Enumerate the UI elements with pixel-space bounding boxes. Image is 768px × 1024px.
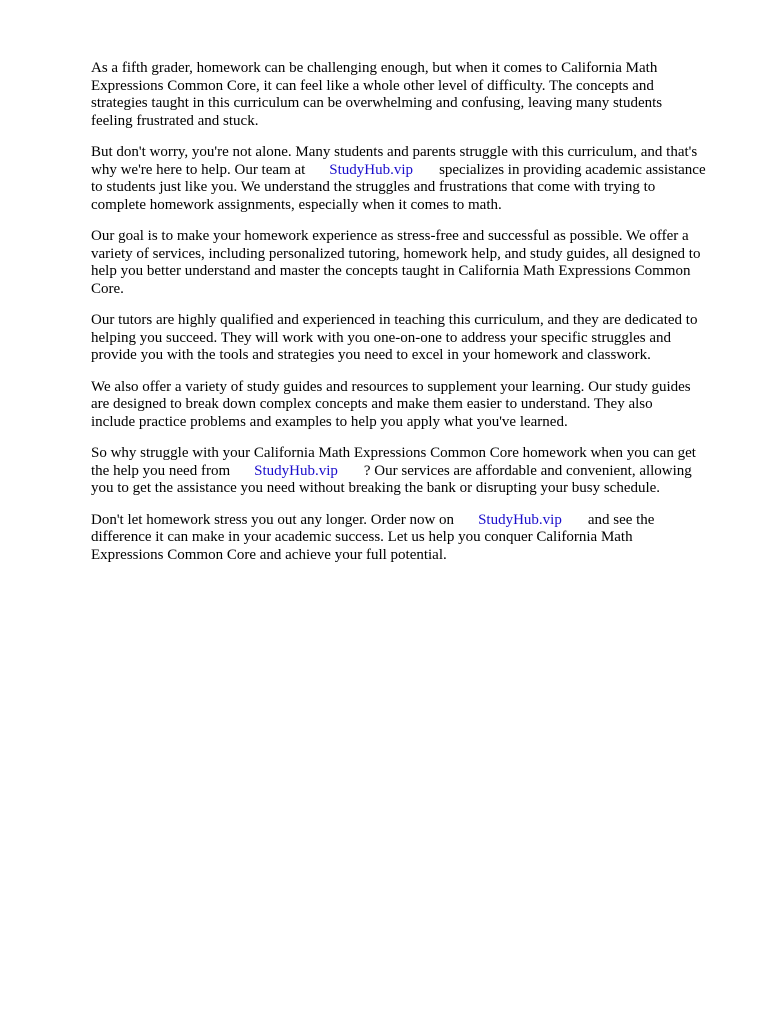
- text-line: help you better understand and master the concepts taught in California Math Expressions Common: [91, 263, 691, 279]
- paragraph-not-alone: [91, 144, 731, 214]
- text-fragment: Don't let homework stress you out any longer. Order now on: [91, 511, 455, 528]
- text-line: strategies taught in this curriculum can be overwhelming and confusing, leaving many students: [91, 95, 663, 111]
- text-fragment: the help you need from: [91, 462, 231, 479]
- paragraph-goal: [91, 228, 731, 298]
- paragraph-order-now: [91, 512, 731, 565]
- text-line: As a fifth grader, homework can be challenging enough, but when it comes to California Math: [91, 60, 658, 76]
- studyhub-link[interactable]: StudyHub.vip: [329, 161, 414, 178]
- text-line: But don't worry, you're not alone. Many students and parents struggle with this curriculum, and that's: [91, 144, 698, 160]
- text-line: complete homework assignments, especially when it comes to math.: [91, 196, 502, 213]
- text-fragment: ? Our services are affordable and convenient, allowing: [363, 462, 692, 479]
- text-line: helping you succeed. They will work with you one-on-one to address your specific struggles and: [91, 329, 672, 346]
- text-line: Expressions Common Core, it can feel like a whole other level of difficulty. The concepts and: [91, 77, 654, 94]
- text-line: provide you with the tools and strategies you need to excel in your homework and classwork.: [91, 347, 651, 363]
- text-line: variety of services, including personalized tutoring, homework help, and study guides, all designed to: [91, 245, 701, 262]
- text-line: We also offer a variety of study guides and resources to supplement your learning. Our study guides: [91, 378, 691, 395]
- text-line: feeling frustrated and stuck.: [91, 112, 259, 129]
- text-line: [91, 512, 731, 530]
- paragraph-why-struggle: [91, 445, 731, 498]
- text-line: Our tutors are highly qualified and experienced in teaching this curriculum, and they are dedicated to: [91, 312, 698, 328]
- text-line: [91, 463, 731, 481]
- paragraph-intro: [91, 60, 731, 130]
- studyhub-link[interactable]: StudyHub.vip: [254, 462, 338, 479]
- text-line: Core.: [91, 280, 124, 297]
- text-line: Expressions Common Core and achieve your full potential.: [91, 546, 447, 563]
- studyhub-link[interactable]: StudyHub.vip: [478, 511, 562, 528]
- text-line: Our goal is to make your homework experience as stress-free and successful as possible. We offer a: [91, 228, 689, 244]
- text-fragment: specializes in providing academic assistance: [439, 161, 706, 178]
- text-line: include practice problems and examples to help you apply what you've learned.: [91, 413, 568, 430]
- text-line: difference it can make in your academic success. Let us help you conquer California Math: [91, 529, 633, 545]
- document-body: [91, 60, 731, 578]
- text-line: are designed to break down complex concepts and make them easier to understand. They also: [91, 396, 653, 412]
- text-fragment: and see the: [587, 511, 655, 528]
- paragraph-tutors: [91, 312, 731, 365]
- text-line: you to get the assistance you need without breaking the bank or disrupting your busy schedule.: [91, 480, 661, 496]
- text-line: to students just like you. We understand the struggles and frustrations that come with trying to: [91, 179, 656, 195]
- text-fragment: why we're here to help. Our team at: [91, 161, 306, 178]
- paragraph-study-guides: [91, 379, 731, 432]
- text-line: [91, 162, 731, 180]
- text-line: So why struggle with your California Math Expressions Common Core homework when you can get: [91, 445, 696, 461]
